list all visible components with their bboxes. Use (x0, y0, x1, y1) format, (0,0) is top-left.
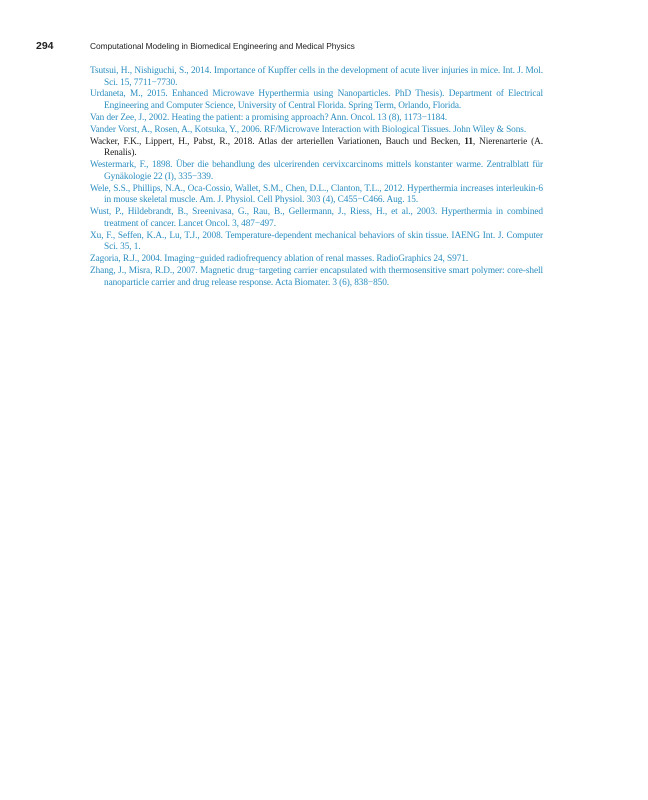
reference-zagoria-2004[interactable]: Zagoria, R.J., 2004. Imaging−guided radiofrequency ablation of renal masses. RadioGraphics 24, S971. (90, 254, 469, 265)
reference-xu-2008[interactable]: Xu, F., Seffen, K.A., Lu, T.J., 2008. Temperature-dependent mechanical behaviors of skin tissue. IAENG Int. J. Computer Sci. 35, 1. (90, 230, 543, 253)
reference-wacker-2018 (90, 137, 543, 160)
reference-wacker-text-after: , Nierenarterie (A. Renalis). (104, 136, 543, 159)
reference-tsutsui-2014[interactable]: Tsutsui, H., Nishiguchi, S., 2014. Importance of Kupffer cells in the development of acute liver injuries in mice. Int. J. Mol. Sci. 15, 7711−7730. (90, 66, 543, 88)
reference-list (90, 66, 543, 290)
reference-welc-2012[interactable]: Wele, S.S., Phillips, N.A., Oca-Cossio, Wallet, S.M., Chen, D.L., Clanton, T.L., 2012. Hyperthermia increases interleukin-6 in mouse skeletal muscle. Am. J. Physiol. Cell Physiol. 303 (4), C455−C466. Aug. 15. (90, 183, 543, 206)
reference-van-der-zee-2002[interactable]: Van der Zee, J., 2002. Heating the patient: a promising approach? Ann. Oncol. 13 (8), 1173−1184. (90, 112, 448, 123)
reference-westermark-1898[interactable]: Westermark, F., 1898. Über die behandlung des ulcerirenden cervixcarcinoms mittels konstanter warme. Zentralblatt für Gynäkologie 22 (I), 335−339. (90, 160, 543, 182)
reference-vander-vorst-2006[interactable]: Vander Vorst, A., Rosen, A., Kotsuka, Y., 2006. RF/Microwave Interaction with Biological Tissues. John Wiley & Sons. (90, 124, 527, 135)
reference-wust-2003[interactable]: Wust, P., Hildebrandt, B., Sreenivasa, G., Rau, B., Gellermann, J., Riess, H., et al., 2003. Hyperthermia in combined treatment of cancer. Lancet Oncol. 3, 487−497. (90, 207, 543, 229)
reference-wacker-volume: 11 (464, 136, 473, 147)
page-header (36, 40, 596, 52)
reference-wacker-text-before: Wacker, F.K., Lippert, H., Pabst, R., 2018. Atlas der arteriellen Variationen, Bauch und Becken, (90, 136, 465, 147)
page-number: 294 (36, 40, 54, 52)
running-title: Computational Modeling in Biomedical Engineering and Medical Physics (90, 41, 355, 51)
reference-urdaneta-2015[interactable]: Urdaneta, M., 2015. Enhanced Microwave Hyperthermia using Nanoparticles. PhD Thesis). Department of Electrical Engineering and Computer Science, University of Central Florida. Spring Term, Orlando, Florida. (90, 89, 543, 112)
reference-zhang-2007[interactable]: Zhang, J., Misra, R.D., 2007. Magnetic drug−targeting carrier encapsulated with thermosensitive smart polymer: core-shell nanoparticle carrier and drug release response. Acta Biomater. 3 (6), 838−850. (90, 266, 543, 288)
